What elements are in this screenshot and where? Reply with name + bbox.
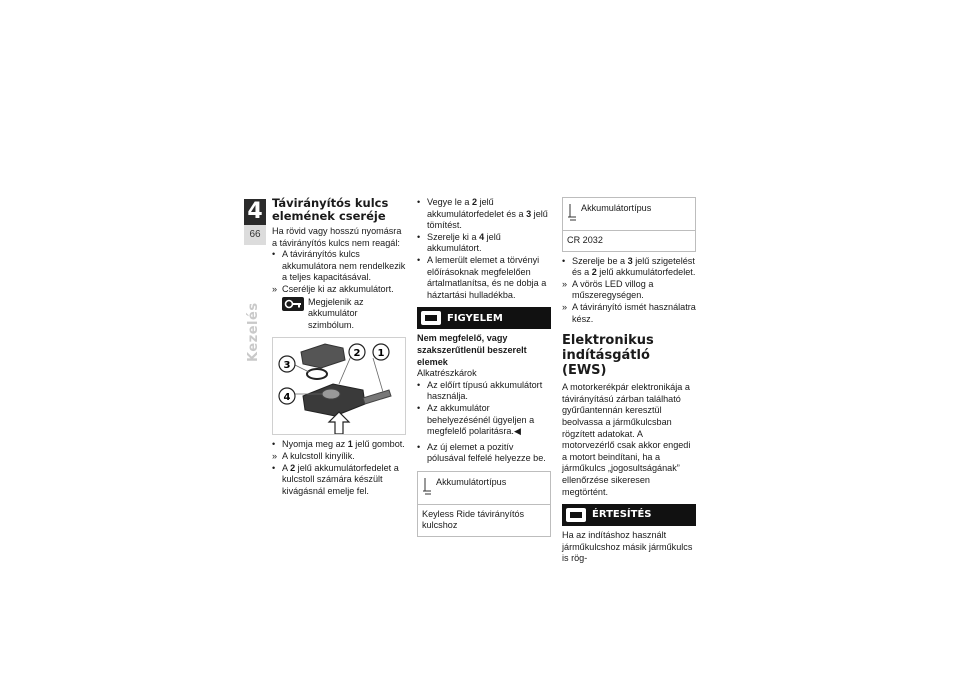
battery-key-icon (282, 297, 304, 311)
seal-ring-shape (307, 369, 327, 379)
notice-hand-icon (566, 508, 586, 522)
chapter-number: 4 (244, 199, 266, 225)
battery-cover-shape (301, 344, 345, 368)
section-heading: Elektronikus indításgátló (EWS) (562, 333, 654, 379)
callout-1-label: 1 (377, 348, 385, 360)
spec-box (562, 197, 696, 252)
list-item: • Szerelje ki a 4 jelű akkumulátort. (417, 231, 501, 254)
column-3 (562, 197, 696, 565)
callout-1 (373, 344, 389, 360)
key-blade-shape (363, 390, 391, 404)
warning-heading: Nem megfelelő, vagy szakszerűtlenül beszerelt elemek (417, 333, 527, 367)
column-1 (272, 197, 406, 497)
spec-label: Akkumulátortípus (436, 476, 507, 487)
list-item: • A lemerült elemet a törvényi előírásoknak megfelelően ártalmatlanítsa, és ne dobja a háztartási hulladékba. (417, 254, 547, 300)
result-item: » A vörös LED villog a műszeregységen. (562, 278, 654, 301)
list-item: • Szerelje be a 3 jelű szigetelést és a 2 jelű akkumulátorfedelet. (562, 255, 696, 278)
notice-banner: ÉRTESÍTÉS (562, 504, 696, 526)
warning-hand-icon (421, 311, 441, 325)
callout-2-label: 2 (353, 348, 361, 360)
chapter-title: Kezelés (246, 302, 261, 362)
battery-spec-icon (567, 203, 577, 221)
list-item: • A 2 jelű akkumulátorfedelet a kulcstoll számára készült kivágásnál emelje fel. (272, 462, 399, 496)
callout-4 (279, 388, 295, 404)
page-number: 66 (244, 225, 266, 245)
battery-cell-shape (322, 389, 340, 399)
result-item: » A kulcstoll kinyílik. (272, 450, 355, 461)
intro-text: Ha rövid vagy hosszú nyomásra a távirányítós kulcs nem reagál: (272, 226, 402, 248)
list-item: • Az új elemet a pozitív pólusával felfelé helyezze be. (417, 441, 546, 464)
symbol-note: Megjelenik az akkumulátor szimbólum. (282, 297, 406, 332)
warning-subheading: Alkatrészkárok (417, 368, 477, 379)
notice-text: Ha az indításhoz használt járműkulcshoz másik járműkulcs is rög- (562, 530, 693, 564)
list-item: • Az előírt típusú akkumulátort használja. (417, 379, 543, 402)
callout-4-label: 4 (283, 392, 291, 404)
callout-3 (279, 356, 295, 372)
battery-spec-icon (422, 477, 432, 495)
result-item: » A távirányító ismét használatra kész. (562, 301, 696, 324)
warning-banner: FIGYELEM (417, 307, 551, 329)
list-item: • Az akkumulátor behelyezésénél ügyeljen a megfelelő polaritásra.◀ (417, 402, 535, 437)
spec-value: Keyless Ride távirányítós kulcshoz (418, 504, 550, 536)
section-heading: Távirányítós kulcs elemének cseréje (272, 196, 389, 223)
callout-2 (349, 344, 365, 360)
step-item: » Cserélje ki az akkumulátort. (272, 283, 394, 294)
list-item: • A távirányítós kulcs akkumulátora nem rendelkezik a teljes kapacitásával. (272, 249, 406, 283)
callout-3-label: 3 (283, 360, 291, 372)
list-item: • Vegye le a 2 jelű akkumulátorfedelet és a 3 jelű tömítést. (417, 197, 548, 231)
spec-value: CR 2032 (563, 230, 695, 251)
chapter-tab (244, 199, 266, 245)
key-battery-figure (272, 337, 406, 435)
body-paragraph: A motorkerékpár elektronikája a távirányítású zárban található gyűrűantennán keresztül beolvassa a járműkulcsban rögzített adatokat. A motorvezérlő csak akkor engedi a motort beindítani, ha a járműkulcs „jogosultságának” ellenőrzése sikeresen megtörtént. (562, 382, 691, 497)
list-item: • Nyomja meg az 1 jelű gombot. (272, 439, 405, 450)
spec-label: Akkumulátortípus (581, 203, 652, 213)
column-2 (417, 197, 551, 541)
spec-box (417, 471, 551, 537)
